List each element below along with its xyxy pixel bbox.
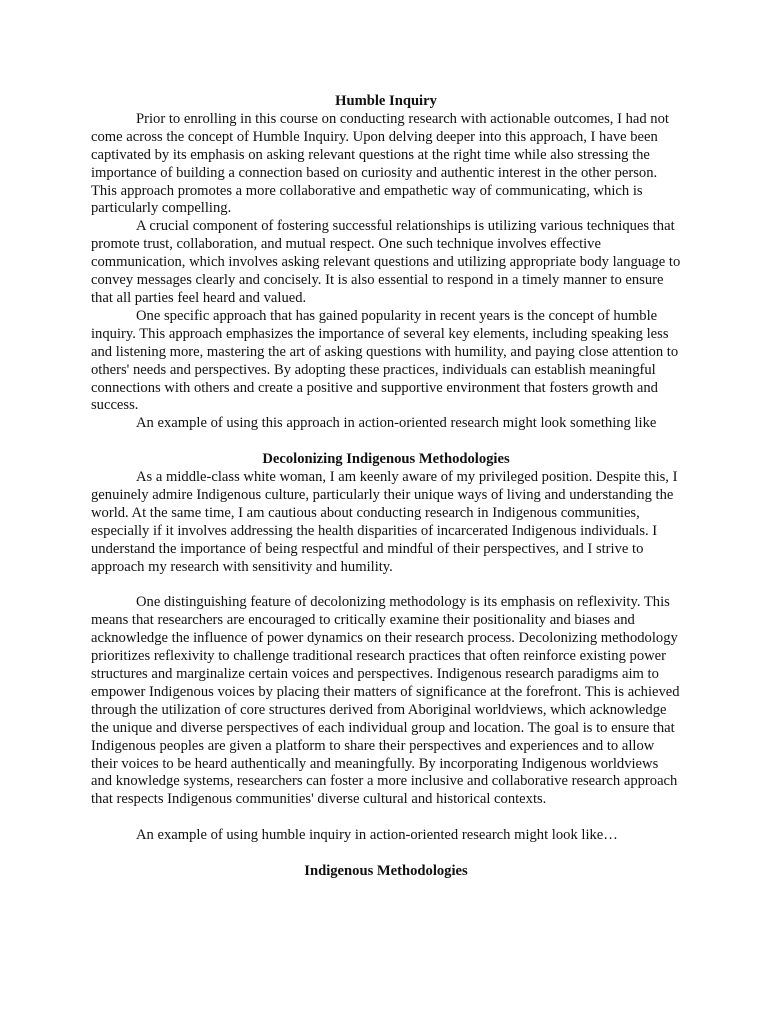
paragraph: Prior to enrolling in this course on conducting research with actionable outcomes, I had not come across the concept of Humble Inquiry. Upon delving deeper into this approach, I have been captivated by its emphasis on asking relevant questions at the right time while also stressing the importance of building a connection based on curiosity and authentic interest in the other person. This approach promotes a more collaborative and empathetic way of communicating, which is particularly compelling. (91, 110, 669, 217)
paragraph: An example of using this approach in action-oriented research might look something like (136, 415, 657, 432)
document-body (91, 93, 681, 881)
spacer (91, 809, 681, 827)
paragraph: One specific approach that has gained popularity in recent years is the concept of humble inquiry. This approach emphasizes the importance of several key elements, including speaking less and listening more, mastering the art of asking questions with humility, and paying close attention to others' needs and perspectives. By adopting these practices, individuals can establish meaningful connections with others and create a positive and supportive environment that fosters growth and success. (91, 307, 679, 414)
spacer (91, 845, 681, 863)
paragraph: One distinguishing feature of decolonizing methodology is its emphasis on reflexivity. This means that researchers are encouraged to critically examine their positionality and biases and acknowledge the influence of power dynamics on their research process. Decolonizing methodology prioritizes reflexivity to challenge traditional research practices that often reinforce existing power structures and marginalize certain voices and perspectives. Indigenous research paradigms aim to empower Indigenous voices by placing their matters of significance at the forefront. This is achieved through the utilization of core structures derived from Aboriginal worldviews, which acknowledge the unique and diverse perspectives of each individual group and location. The goal is to ensure that Indigenous peoples are given a platform to share their perspectives and experiences and to allow their voices to be heard authentically and meaningfully. By incorporating Indigenous worldviews and knowledge systems, researchers can foster a more inclusive and collaborative research approach that respects Indigenous communities' diverse cultural and historical contexts. (91, 594, 680, 808)
paragraph: As a middle-class white woman, I am keenly aware of my privileged position. Despite this, I genuinely admire Indigenous culture, particularly their unique ways of living and understanding the world. At the same time, I am cautious about conducting research in Indigenous communities, especially if it involves addressing the health disparities of incarcerated Indigenous individuals. I understand the importance of being respectful and mindful of their perspectives, and I strive to approach my research with sensitivity and humility. (91, 469, 678, 575)
paragraph: A crucial component of fostering successful relationships is utilizing various techniques that promote trust, collaboration, and mutual respect. One such technique involves effective communication, which involves asking relevant questions and utilizing appropriate body language to convey messages clearly and concisely. It is also essential to respond in a timely manner to ensure that all parties feel heard and valued. (91, 218, 681, 306)
paragraph: An example of using humble inquiry in action-oriented research might look like… (136, 827, 618, 844)
section-heading-indigenous-methodologies: Indigenous Methodologies (304, 862, 468, 879)
section-heading-humble-inquiry: Humble Inquiry (335, 93, 437, 109)
spacer (91, 433, 681, 451)
section-heading-decolonizing-indigenous-methodologies: Decolonizing Indigenous Methodologies (262, 451, 510, 468)
spacer (91, 576, 681, 594)
